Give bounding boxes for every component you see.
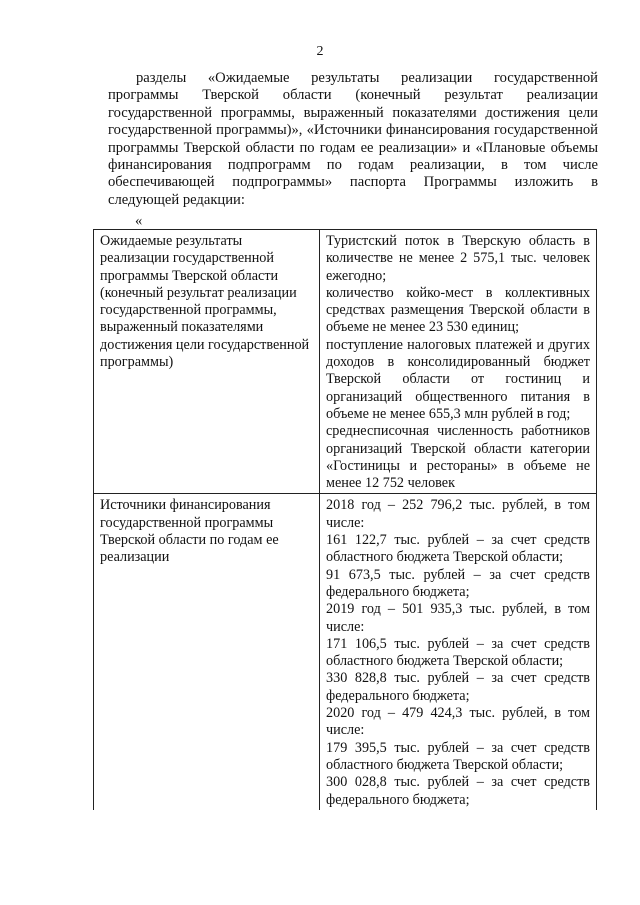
value-line: 330 828,8 тыс. рублей – за счет средств федерального бюджета; <box>326 670 590 704</box>
value-line: 2020 год – 479 424,3 тыс. рублей, в том числе: <box>326 705 590 739</box>
value-line: 2019 год – 501 935,3 тыс. рублей, в том числе: <box>326 601 590 635</box>
value-line: 91 673,5 тыс. рублей – за счет средств федерального бюджета; <box>326 566 590 600</box>
page-number: 2 <box>316 44 324 59</box>
value-line: 179 395,5 тыс. рублей – за счет средств областного бюджета Тверской области; <box>326 739 590 773</box>
value-line: среднесписочная численность работников организаций Тверской области категории «Гостиницы и рестораны» в объеме не менее 12 752 человек <box>326 423 590 492</box>
value-line: 161 122,7 тыс. рублей – за счет средств областного бюджета Тверской области; <box>326 532 590 566</box>
intro-paragraph: разделы «Ожидаемые результаты реализации государственной программы Тверской области (конечный результат реализации государственной программы, выраженный показателями достижения цели государственной программы)», «Источники финансирования государственной программы Тверской области по годам ее реализации» и «Плановые объемы финансирования подпрограмм по годам реализации, в том числе обеспечивающей подпрограммы» паспорта Программы изложить в следующей редакции: <box>108 70 598 208</box>
program-passport-table <box>93 229 597 810</box>
table-row-expected-results <box>94 230 597 494</box>
value-line: 171 106,5 тыс. рублей – за счет средств областного бюджета Тверской области; <box>326 635 590 670</box>
row-value-funding-sources <box>320 494 597 810</box>
value-line: поступление налоговых платежей и других доходов в консолидированный бюджет Тверской области от гостиниц и организаций общественного питания в объеме не менее 655,3 млн рублей в год; <box>326 336 590 422</box>
row-label-expected-results: Ожидаемые результаты реализации государственной программы Тверской области (конечный результат реализации государственной программы, выраженный показателями достижения цели государственной программы) <box>94 230 320 494</box>
value-line: 300 028,8 тыс. рублей – за счет средств федерального бюджета; <box>326 774 590 808</box>
value-line: Туристский поток в Тверскую область в количестве не менее 2 575,1 тыс. человек ежегодно; <box>326 233 590 284</box>
row-value-expected-results <box>320 230 597 494</box>
value-line: количество койко-мест в коллективных средствах размещения Тверской области в объеме не менее 23 530 единиц; <box>326 284 590 336</box>
opening-quote-mark: « <box>135 213 143 229</box>
row-label-funding-sources: Источники финансирования государственной программы Тверской области по годам ее реализации <box>94 494 320 810</box>
table-row-funding-sources <box>94 494 597 810</box>
value-line: 2018 год – 252 796,2 тыс. рублей, в том числе: <box>326 497 590 531</box>
